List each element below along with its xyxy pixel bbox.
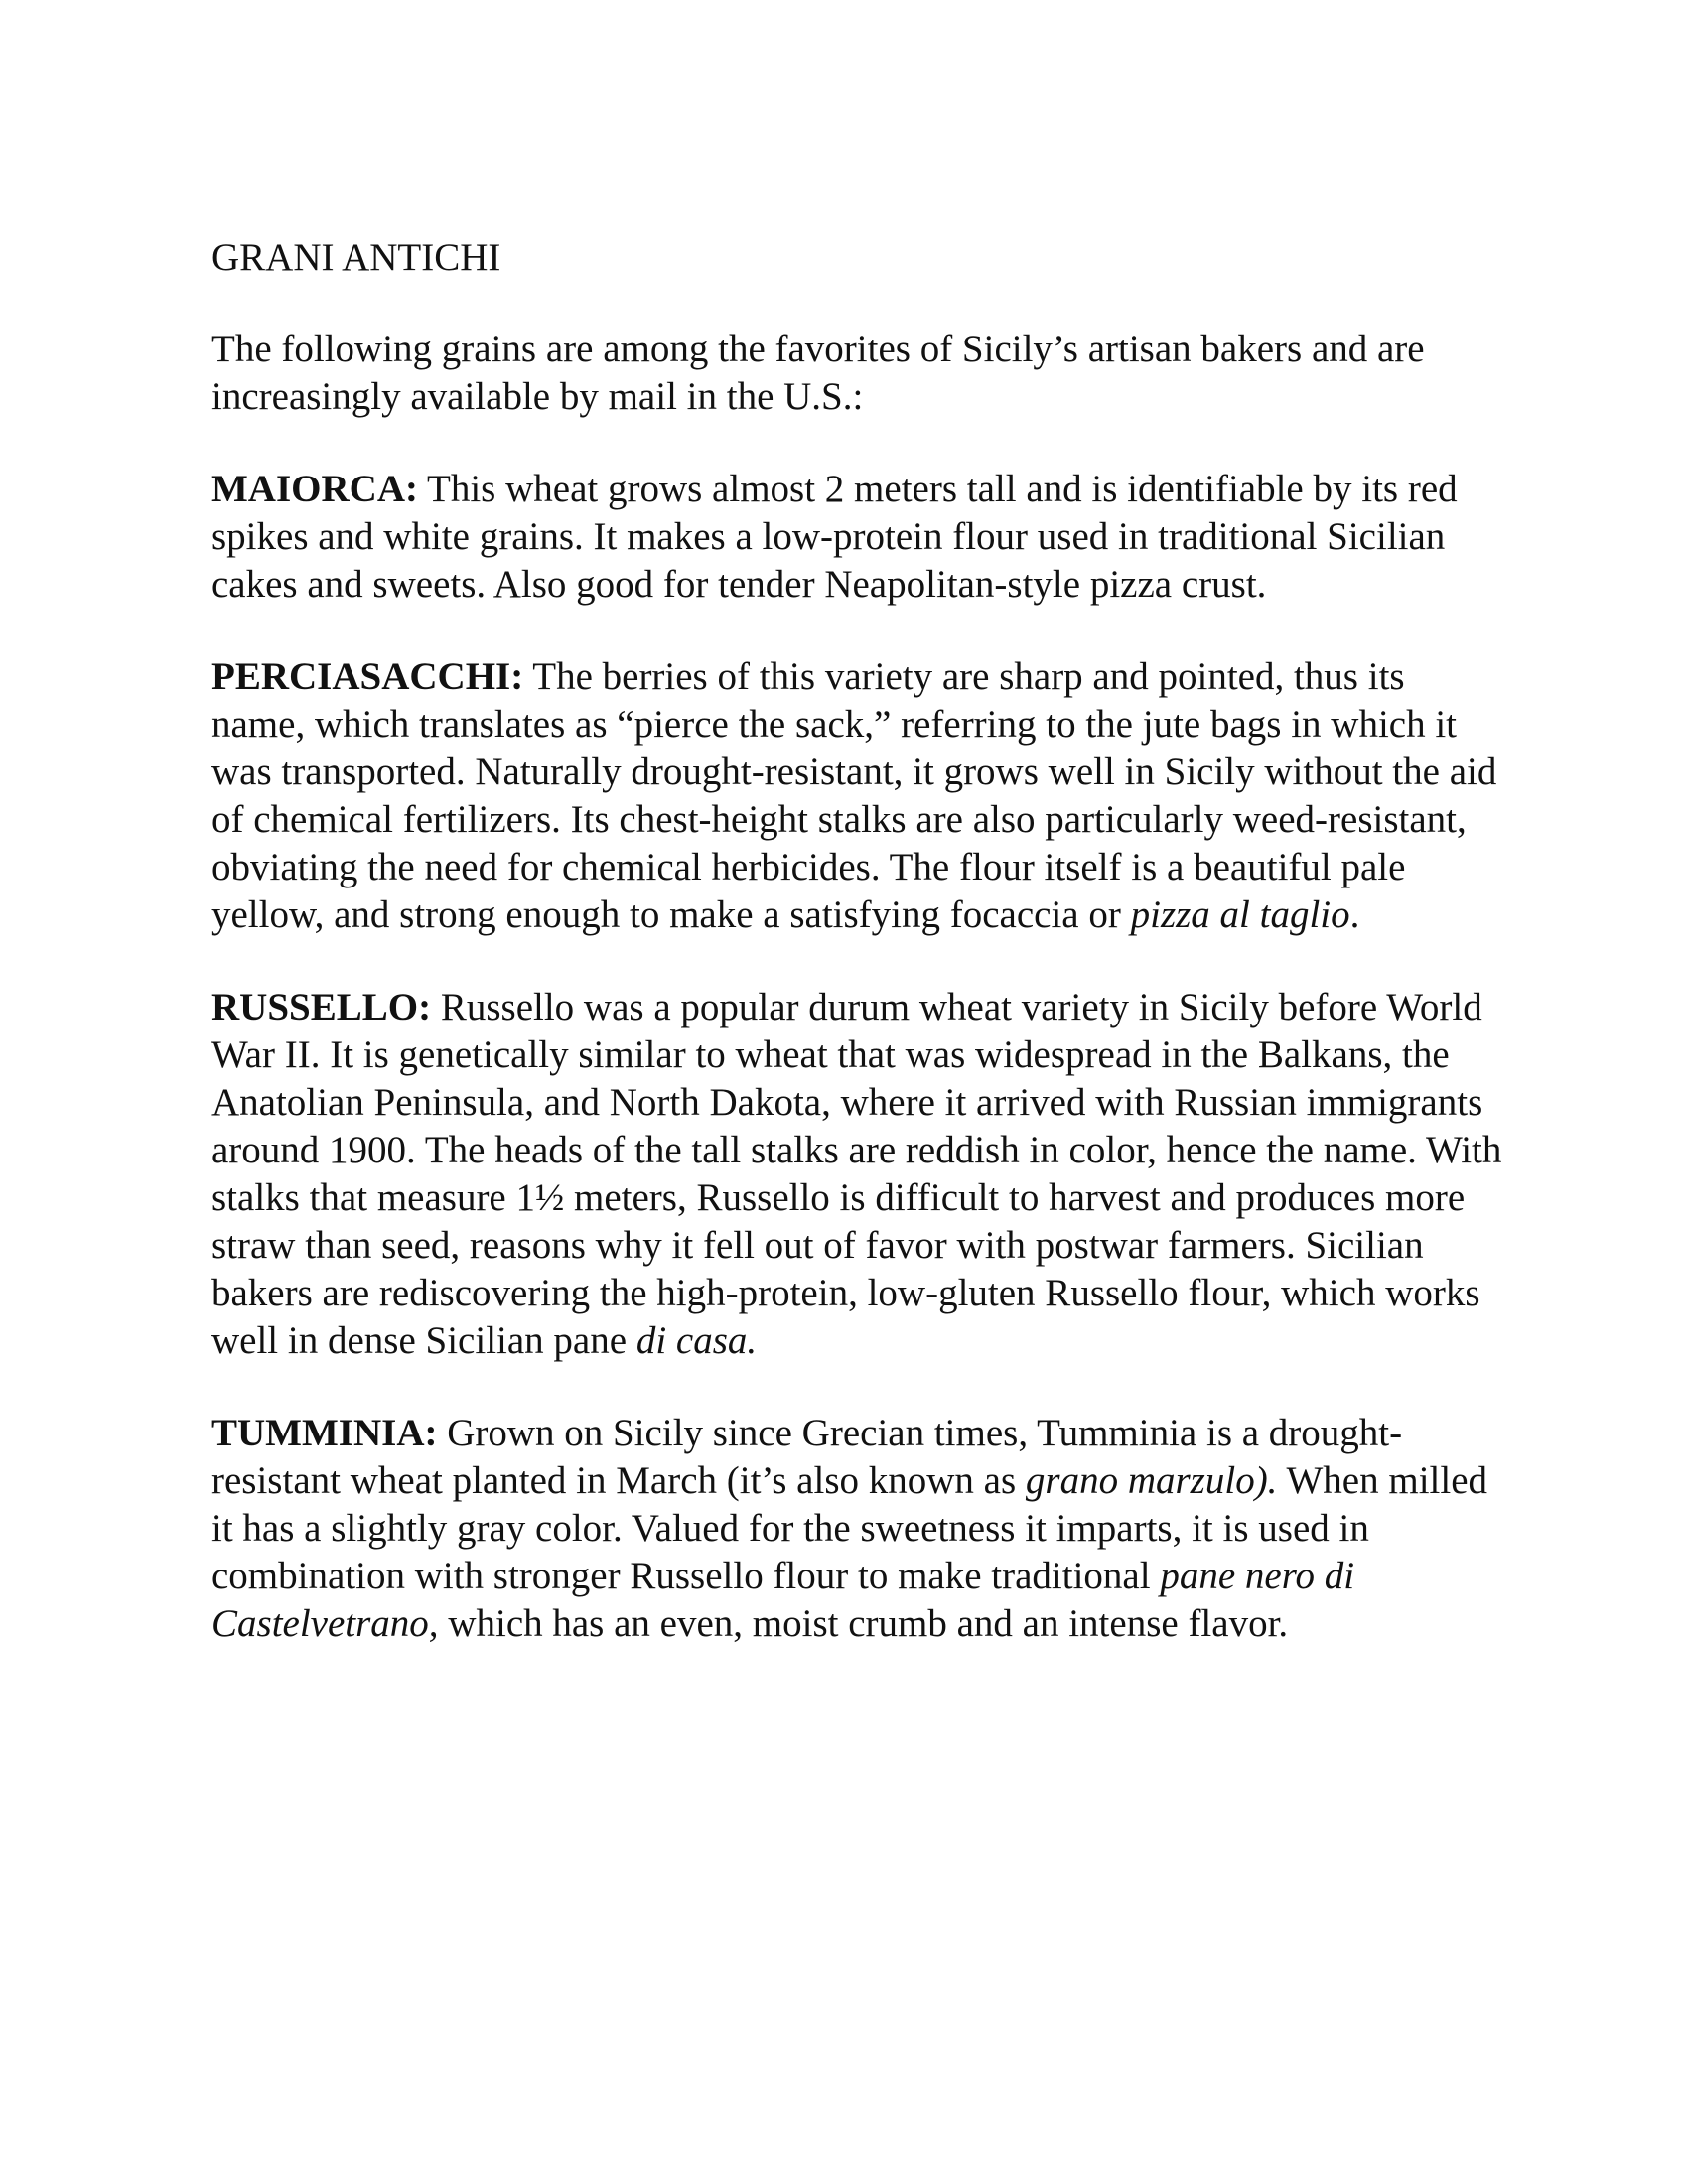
entry-text: .	[1349, 893, 1360, 936]
entry-term: PERCIASACCHI:	[211, 655, 524, 698]
entry-term: TUMMINIA:	[211, 1412, 438, 1454]
document-title: GRANI ANTICHI	[211, 236, 501, 279]
entry-text: which has an even, moist crumb and an intense flavor.	[438, 1602, 1289, 1645]
intro-paragraph: The following grains are among the favorites of Sicily’s artisan bakers and are increasingly available by mail in the U.S.:	[211, 328, 1425, 418]
entry-italic-text: di casa.	[635, 1319, 758, 1362]
entry-italic-text: grano marzulo).	[1025, 1459, 1278, 1502]
document-page	[211, 234, 1502, 1693]
entry-term: RUSSELLO:	[211, 986, 432, 1028]
entry-tumminia	[211, 1410, 1502, 1648]
entry-text: Russello was a popular durum wheat variety in Sicily before World War II. It is genetically similar to wheat that was widespread in the Balkans, the Anatolian Peninsula, and North Dakota, where it arrived with Russian immigrants around 1900. The heads of the tall stalks are reddish in color, hence the name. With stalks that measure 1½ meters, Russello is difficult to harvest and produces more straw than seed, reasons why it fell out of favor with postwar farmers. Sicilian bakers are rediscovering the high-protein, low-gluten Russello flour, which works well in dense Sicilian pane	[211, 986, 1502, 1362]
entry-text: Grown on Sicily since Grecian times, Tumminia is a drought-resistant wheat planted in March (it’s also known as	[211, 1412, 1403, 1502]
entry-text: The berries of this variety are sharp and pointed, thus its name, which translates as “pierce the sack,” referring to the jute bags in which it was transported. Naturally drought-resistant, it grows well in Sicily without the aid of chemical fertilizers. Its chest-height stalks are also particularly weed-resistant, obviating the need for chemical herbicides. The flour itself is a beautiful pale yellow, and strong enough to make a satisfying focaccia or	[211, 655, 1497, 936]
entry-term: MAIORCA:	[211, 468, 418, 510]
entry-russello	[211, 984, 1502, 1365]
entry-italic-text: pizza al taglio	[1130, 893, 1350, 936]
entry-perciasacchi	[211, 653, 1502, 939]
entry-maiorca	[211, 466, 1502, 609]
entry-text: This wheat grows almost 2 meters tall and is identifiable by its red spikes and white grains. It makes a low-protein flour used in traditional Sicilian cakes and sweets. Also good for tender Neapolitan-style pizza crust.	[211, 468, 1458, 606]
entry-italic-text: pane nero di Castelvetrano,	[211, 1555, 1355, 1645]
entry-text: When milled it has a slightly gray color. Valued for the sweetness it imparts, it is used in combination with stronger Russello flour to make traditional	[211, 1459, 1488, 1597]
